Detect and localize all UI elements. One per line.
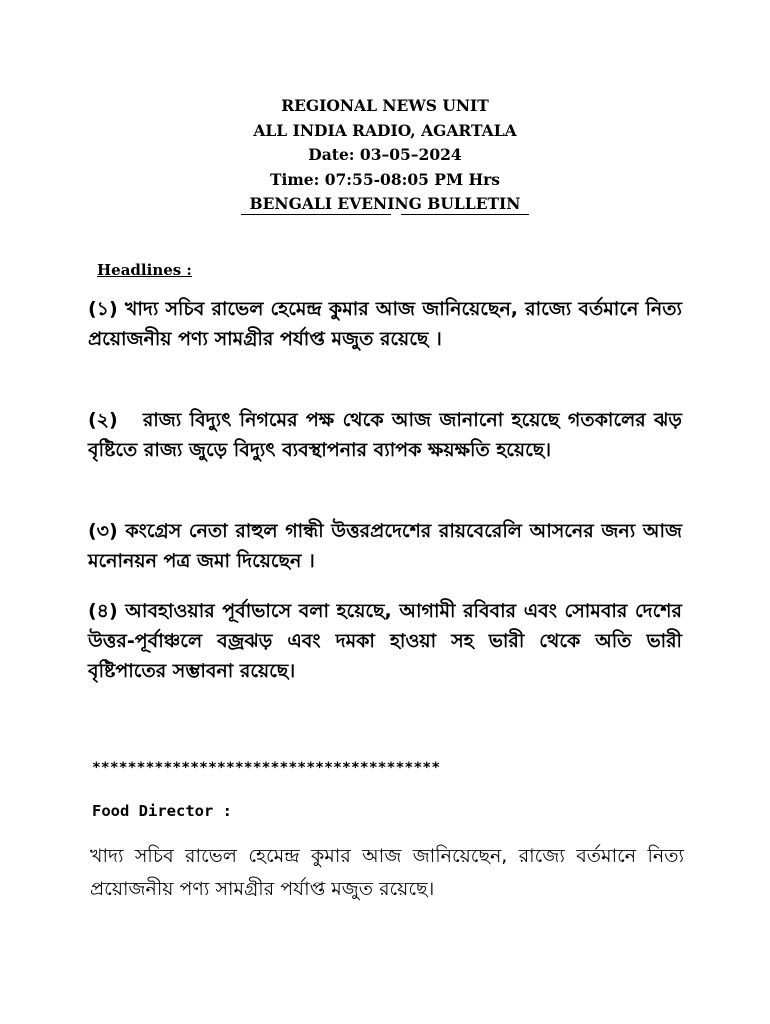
headlines-label: Headlines : — [97, 261, 192, 279]
headline-item: (২) রাজ্য বিদ্যুৎ নিগমের পক্ষ থেকে আজ জানানো হয়েছে গতকালের ঝড় বৃষ্টিতে রাজ্য জুড়ে বিদ্যুৎ ব্যবস্থাপনার ব্যাপক ক্ষয়ক্ষতি হয়েছে। — [88, 409, 689, 461]
station-name: ALL INDIA RADIO, AGARTALA — [253, 120, 517, 140]
news-unit-title: REGIONAL NEWS UNIT — [281, 96, 489, 115]
bulletin-header — [0, 94, 770, 215]
section-title: Food Director : — [92, 802, 232, 820]
headline-item: (৩) কংগ্রেস নেতা রাহুল গান্ধী উত্তরপ্রদেশের রায়বেরেলি আসনের জন্য আজ মনোনয়ন পত্র জমা দিয়েছেন । — [88, 520, 682, 572]
bulletin-name: BENGALI EVENING BULLETIN — [249, 194, 521, 213]
bulletin-time: Time: 07:55-08:05 PM Hrs — [269, 169, 501, 189]
header-underline — [0, 213, 770, 215]
headline-item: (৪) আবহাওয়ার পূর্বাভাসে বলা হয়েছে, আগামী রবিবার এবং সোমবার দেশের উত্তর-পূর্বাঞ্চলে বজ্রঝড় এবং দমকা হাওয়া সহ ভারী থেকে অতি ভারী বৃষ্টিপাতের সম্ভাবনা রয়েছে। — [88, 600, 682, 682]
section-body: খাদ্য সচিব রাভেল হেমেন্দ্র কুমার আজ জানিয়েছেন, রাজ্যে বর্তমানে নিত্য প্রয়োজনীয় পণ্য সামগ্রীর পর্যাপ্ত মজুত রয়েছে। — [90, 845, 684, 900]
headline-item: (১) খাদ্য সচিব রাভেল হেমেন্দ্র কুমার আজ জানিয়েছেন, রাজ্যে বর্তমানে নিত্য প্রয়োজনীয় পণ্য সামগ্রীর পর্যাপ্ত মজুত রয়েছে । — [88, 298, 682, 350]
bulletin-date: Date: 03–05–2024 — [308, 145, 462, 164]
section-separator: *************************************** — [92, 760, 441, 776]
underline-segment-right — [401, 213, 529, 215]
underline-segment-left — [241, 213, 391, 215]
